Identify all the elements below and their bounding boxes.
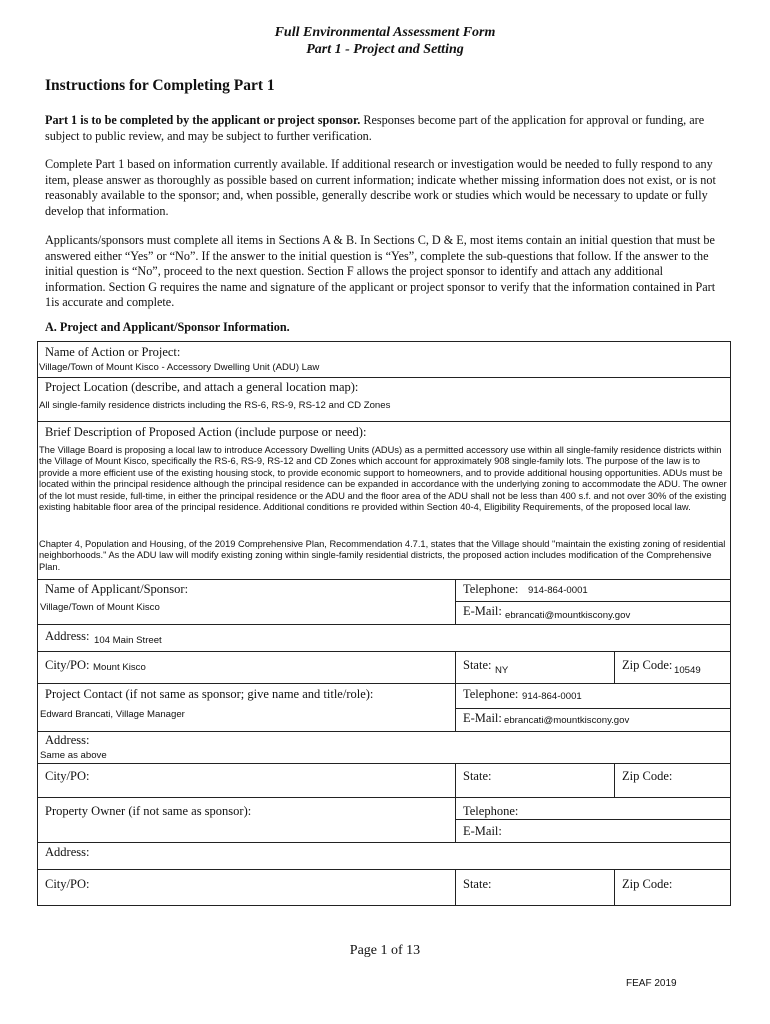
applicant-zip-field[interactable]: 10549	[674, 665, 701, 676]
applicant-telephone-field[interactable]: 914-864-0001	[528, 585, 588, 596]
instructions-paragraph-1	[45, 113, 725, 144]
applicant-telephone-label: Telephone:	[463, 582, 519, 596]
description-field-part-2[interactable]: Chapter 4, Population and Housing, of the 2019 Comprehensive Plan, Recommendation 4.7.1, states that the Village should "maintain the existing zoning of residential neighborhoods." As the ADU law will modify existing zoning within single-family residential districts, the proposed action includes modification of the Comprehensive Plan.	[39, 539, 726, 572]
applicant-city-label: City/PO:	[45, 658, 90, 672]
owner-address-label: Address:	[45, 845, 90, 859]
description-label: Brief Description of Proposed Action (include purpose or need):	[45, 425, 367, 439]
applicant-info-form	[37, 341, 731, 906]
owner-telephone-label: Telephone:	[463, 804, 519, 818]
instructions-heading: Instructions for Completing Part 1	[45, 77, 275, 94]
applicant-email-label: E-Mail:	[463, 604, 502, 618]
applicant-state-field[interactable]: NY	[495, 665, 509, 676]
form-title: Full Environmental Assessment Form	[274, 25, 496, 40]
form-subtitle: Part 1 - Project and Setting	[306, 42, 464, 57]
owner-email-label: E-Mail:	[463, 824, 502, 838]
contact-state-label: State:	[463, 769, 492, 783]
project-contact-field[interactable]: Edward Brancati, Village Manager	[40, 709, 185, 720]
contact-address-label: Address:	[45, 733, 90, 747]
description-field-part-1[interactable]: The Village Board is proposing a local law to introduce Accessory Dwelling Units (ADUs) as a permitted accessory use within all single-family residence districts within the Village of Mount Kisco, specifically the RS-6, RS-9, RS-12 and CD Zones which account for approximately 908 single-family lots. The purpose of the law is to provide a more efficient use of the existing housing stock, to provide economic support to homeowners, and to provide additional housing opportunities. ADUs must be located within the principal residence although the principal residence can be expanded in accordance with the underlying zoning to accommodate the ADU. The owner of the lot must reside, full-time, in either the principal residence or the ADU and the floor area of the ADU shall not be less than 400 s.f. and not over 30% of the existing existing habitable floor area of the principal residence. Additional conditions re provided within Section 40-4, Eligibility Requirements, of the proposed local law.	[39, 445, 727, 513]
owner-zip-label: Zip Code:	[622, 877, 673, 891]
page-number: Page 1 of 13	[349, 943, 421, 958]
contact-city-label: City/PO:	[45, 769, 90, 783]
contact-telephone-label: Telephone:	[463, 687, 519, 701]
applicant-state-label: State:	[463, 658, 492, 672]
project-contact-label: Project Contact (if not same as sponsor; give name and title/role):	[45, 687, 374, 701]
applicant-name-label: Name of Applicant/Sponsor:	[45, 582, 189, 596]
owner-city-label: City/PO:	[45, 877, 90, 891]
owner-state-label: State:	[463, 877, 492, 891]
contact-email-label: E-Mail:	[463, 711, 502, 725]
applicant-email-field[interactable]: ebrancati@mountkiscony.gov	[505, 610, 631, 621]
contact-address-field[interactable]: Same as above	[40, 750, 107, 761]
applicant-zip-label: Zip Code:	[622, 658, 673, 672]
applicant-name-field[interactable]: Village/Town of Mount Kisco	[40, 602, 160, 613]
contact-telephone-field[interactable]: 914-864-0001	[522, 691, 582, 702]
applicant-address-field[interactable]: 104 Main Street	[94, 635, 162, 646]
property-owner-label: Property Owner (if not same as sponsor):	[45, 804, 252, 818]
instructions-paragraph-2: Complete Part 1 based on information currently available. If additional research or investigation would be needed to fully respond to any item, please answer as thoroughly as possible based on current information; indicate whether missing information does not exist, or is not reasonably available to the sponsor; and, when possible, generally describe work or studies which would be necessary to update or fully develop that information.	[45, 157, 716, 218]
name-of-action-label: Name of Action or Project:	[45, 345, 181, 359]
applicant-address-label: Address:	[45, 629, 90, 643]
instructions-p1-bold: Part 1 is to be completed by the applicant or project sponsor.	[45, 113, 361, 127]
form-identifier: FEAF 2019	[626, 978, 677, 989]
project-location-label: Project Location (describe, and attach a general location map):	[45, 380, 359, 394]
contact-email-field[interactable]: ebrancati@mountkiscony.gov	[504, 715, 630, 726]
section-a-heading: A. Project and Applicant/Sponsor Information.	[45, 320, 290, 334]
name-of-action-field[interactable]: Village/Town of Mount Kisco - Accessory Dwelling Unit (ADU) Law	[39, 362, 320, 373]
contact-zip-label: Zip Code:	[622, 769, 673, 783]
project-location-field[interactable]: All single-family residence districts including the RS-6, RS-9, RS-12 and CD Zones	[39, 400, 391, 411]
applicant-city-field[interactable]: Mount Kisco	[93, 662, 146, 673]
instructions-paragraph-3: Applicants/sponsors must complete all items in Sections A & B. In Sections C, D & E, most items contain an initial question that must be answered either “Yes” or “No”. If the answer to the initial question is “Yes”, complete the sub-questions that follow. If the answer to the initial question is “No”, proceed to the next question. Section F allows the project sponsor to identify and attach any additional information. Section G requires the name and signature of the applicant or project sponsor to verify that the information contained in Part 1is accurate and complete.	[45, 233, 716, 310]
instructions-p1-rest: Responses become part of the application for approval or funding, are subject to public review, and may be subject to further verification.	[45, 113, 705, 143]
